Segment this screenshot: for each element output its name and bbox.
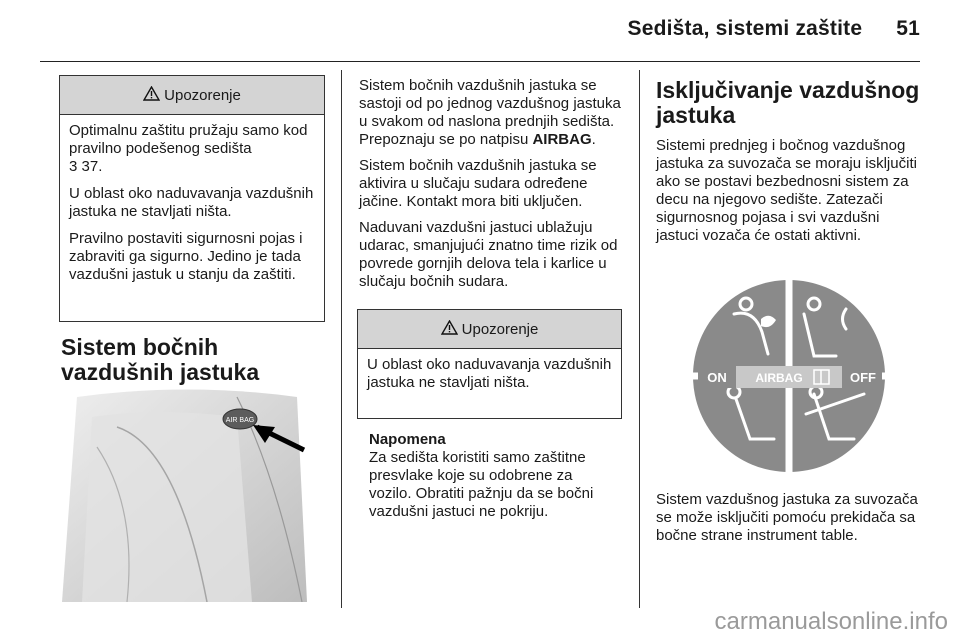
- header-rule: [40, 61, 920, 62]
- switch-on-label: ON: [707, 370, 727, 385]
- seat-airbag-image: [57, 387, 322, 602]
- airbag-switch-image: [664, 274, 914, 478]
- switch-off-label: OFF: [850, 370, 876, 385]
- warning-header: [358, 310, 621, 349]
- warning-paragraph: Pravilno postaviti sigurnosni pojas i zabraviti ga sigurno. Jedino je tada vazdušni jastuk u stanju da zaštiti.: [69, 230, 303, 283]
- section-heading-airbag-deactivation: Isključivanje vazdušnog jastuka: [656, 77, 920, 128]
- switch-caption: Sistem vazdušnog jastuka za suvozača se može isključiti pomoću prekidača sa bočne strane instrument table.: [656, 491, 918, 544]
- warning-title: Upozorenje: [461, 320, 539, 338]
- paragraph: Naduvani vazdušni jastuci ublažuju udarac, smanjujući znatno time rizik od povrede gornjih delova tela i karlice u slučaju bočnih sudara.: [359, 219, 618, 290]
- warning-triangle-icon: [143, 86, 160, 105]
- paragraph: Sistem bočnih vazdušnih jastuka se aktivira u slučaju sudara određene jačine. Kontakt mora biti uključen.: [359, 157, 597, 210]
- paragraph: Sistem bočnih vazdušnih jastuka se sastoji od po jednog vazdušnog jastuka u svakom od naslona prednjih sedišta. Prepoznaju se po natpisu AIRBAG.: [359, 77, 621, 148]
- warning-box-1: [59, 75, 325, 322]
- note: [369, 431, 619, 521]
- airbag-label: AIRBAG: [532, 131, 592, 148]
- note-title: Napomena: [369, 431, 446, 448]
- side-airbag-text: [359, 77, 629, 299]
- seat-airbag-label: AIR BAG: [225, 417, 255, 424]
- warning-triangle-icon: [441, 320, 458, 339]
- page-header: [628, 17, 921, 41]
- warning-box-2: [357, 309, 622, 419]
- warning-paragraph: Optimalnu zaštitu pružaju samo kod pravilno podešenog sedišta 3 37.: [69, 122, 308, 175]
- page-ref-arrow-icon: 3: [69, 158, 78, 175]
- warning-paragraph: U oblast oko naduvavanja vazdušnih jastuka ne stavljati ništa.: [367, 356, 612, 391]
- page-number: 51: [896, 17, 920, 40]
- page-title: Sedišta, sistemi zaštite: [627, 17, 863, 40]
- column-divider-1: [341, 70, 342, 608]
- note-body: Za sedišta koristiti samo zaštitne presvlake koje su odobrene za vozilo. Obratiti pažnju da se bočni vazdušni jastuci ne pokriju.: [369, 449, 594, 520]
- section-heading-side-airbag: Sistem bočnih vazdušnih jastuka: [61, 334, 260, 385]
- page-ref-link[interactable]: 37.: [81, 158, 103, 175]
- warning-title: Upozorenje: [164, 86, 241, 104]
- column-divider-2: [639, 70, 640, 608]
- warning-paragraph: U oblast oko naduvavanja vazdušnih jastuka ne stavljati ništa.: [69, 185, 314, 220]
- deactivation-text: Sistemi prednjeg i bočnog vazdušnog jastuka za suvozača se moraju isključiti ako se postavi bezbednosni sistem za decu na njegovo sedište. Zatezači sigurnosnog pojasa i svi vazdušni jastuci vozača će ostati aktivni.: [656, 137, 917, 244]
- watermark: carmanualsonline.info: [714, 608, 948, 635]
- warning-header: [60, 76, 324, 115]
- switch-center-label: AIRBAG: [755, 371, 803, 385]
